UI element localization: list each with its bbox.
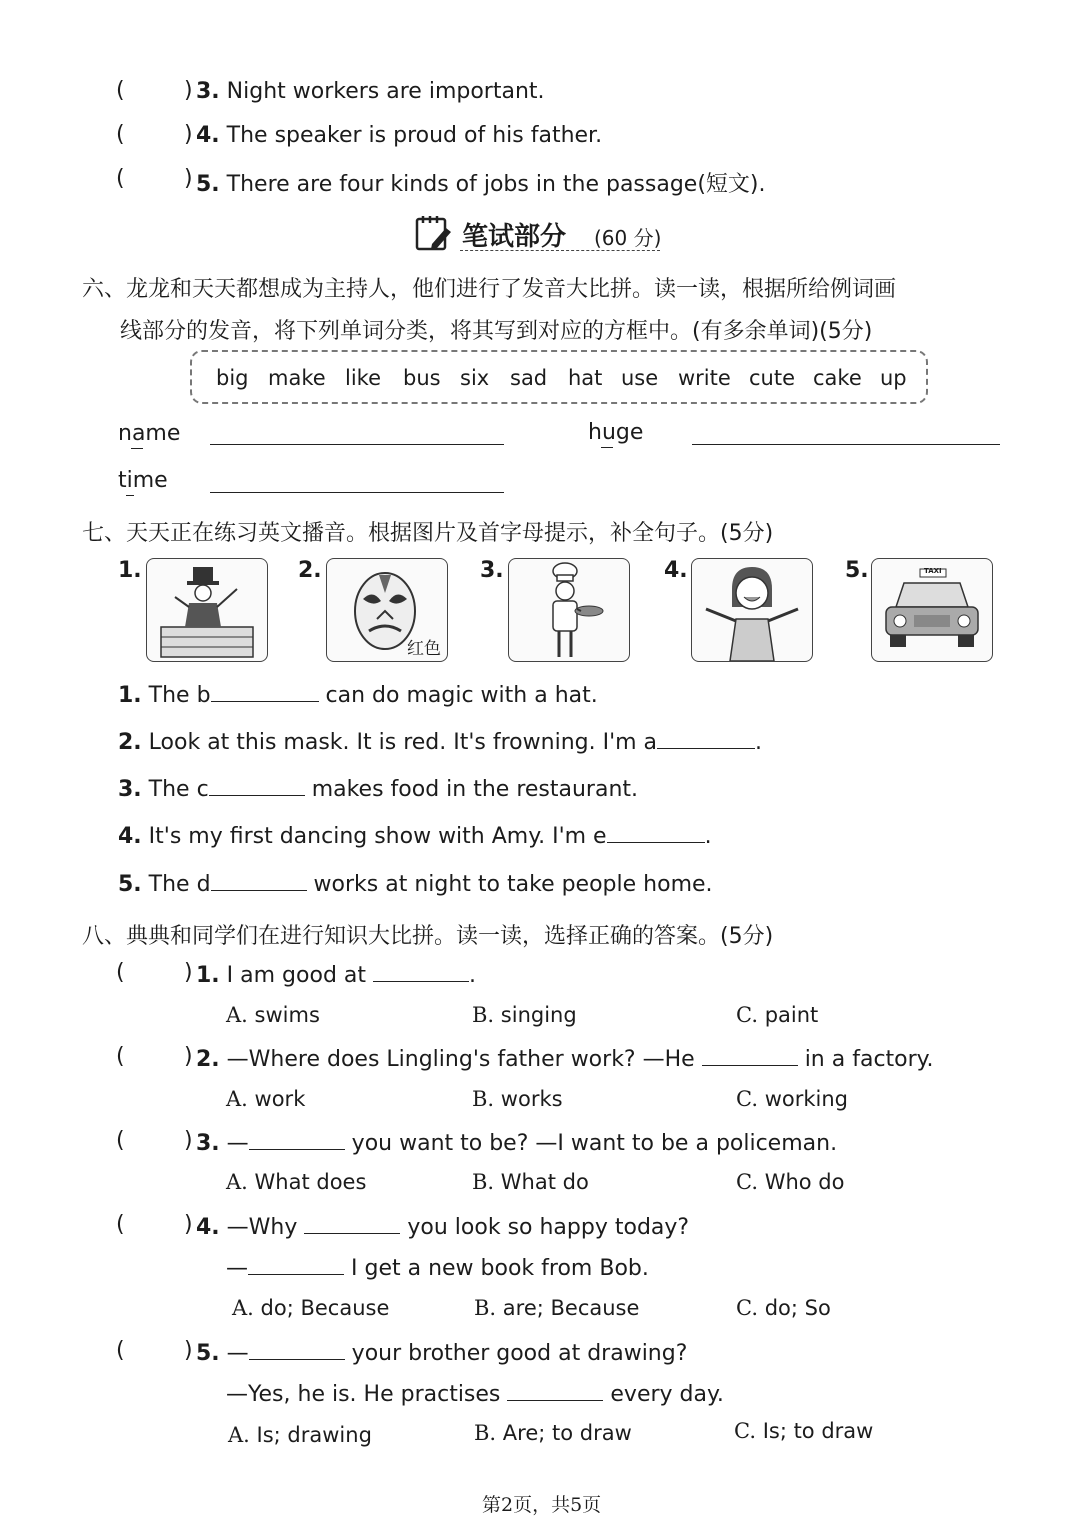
notepad-pencil-icon [414,214,454,256]
title-underline [460,250,660,251]
answer-paren-close: ) [184,1338,193,1363]
fill-blank[interactable] [211,870,307,891]
picture-number: 2. [298,558,322,583]
q7-instruction: 七、天天正在练习英文播音。根据图片及首字母提示，补全句子。(5分) [82,521,774,546]
q8-item-5-line2: —Yes, he is. He practises every day. [226,1382,724,1407]
answer-paren-open: ( [116,1128,125,1153]
option-b[interactable]: B. singing [472,1003,577,1027]
example-word-huge: huge [588,420,644,445]
answer-line-name[interactable] [210,444,504,445]
answer-paren-close: ) [184,166,193,191]
word-bank-word: sad [510,366,548,390]
answer-paren-close: ) [184,960,193,985]
fill-blank[interactable] [248,1254,344,1275]
answer-paren-open: ( [116,78,125,103]
word-bank-word: up [880,366,907,390]
option-b[interactable]: B. Are; to draw [474,1421,632,1445]
answer-paren-close: ) [184,78,193,103]
word-bank-word: hat [568,366,603,390]
option-a[interactable]: A. work [226,1087,306,1111]
fill-blank[interactable] [373,961,469,982]
taxi-sign: TAXI [924,567,942,575]
opera-mask-icon [326,558,448,662]
example-underline [601,447,613,448]
fill-blank[interactable] [507,1380,603,1401]
q8-item-1-stem: 1. I am good at . [196,963,477,988]
option-a[interactable]: A. do; Because [232,1296,390,1320]
option-c[interactable]: C. paint [736,1003,819,1027]
tf-question-5: 5. There are four kinds of jobs in the passage(短文). [196,172,766,197]
answer-paren-close: ) [184,1212,193,1237]
answer-paren-close: ) [184,1128,193,1153]
q8-item-4-line2: — I get a new book from Bob. [226,1256,649,1281]
q7-sentence-3: 3. The c makes food in the restaurant. [118,777,639,802]
fill-blank[interactable] [657,728,755,749]
q8-instruction: 八、典典和同学们在进行知识大比拼。读一读，选择正确的答案。(5分) [82,924,774,949]
word-bank-word: big [216,366,249,390]
answer-paren-close: ) [184,122,193,147]
word-bank-word: cute [749,366,796,390]
q7-sentence-5: 5. The d works at night to take people home. [118,872,713,897]
written-section-score: (60 分) [594,226,662,250]
q6-instruction-line2: 线部分的发音，将下列单词分类，将其写到对应的方框中。(有多余单词)(5分) [120,319,873,344]
written-section-title: 笔试部分 [462,222,567,252]
fill-blank[interactable] [304,1213,400,1234]
q8-item-3-stem: 3. — you want to be? —I want to be a policeman. [196,1131,838,1156]
q7-sentence-1: 1. The b can do magic with a hat. [118,683,598,708]
magician-icon [146,558,268,662]
q8-item-5-stem: 5. — your brother good at drawing? [196,1341,688,1366]
example-underline [126,495,134,496]
answer-line-time[interactable] [210,492,504,493]
word-bank-word: like [345,366,382,390]
option-a[interactable]: A. Is; drawing [228,1423,372,1447]
example-word-name: name [118,421,181,446]
picture-number: 5. [845,558,869,583]
q8-item-4-stem: 4. —Why you look so happy today? [196,1215,690,1240]
answer-paren-open: ( [116,960,125,985]
picture-number: 4. [664,558,688,583]
q7-sentence-2: 2. Look at this mask. It is red. It's frowning. I'm a . [118,730,763,755]
answer-paren-open: ( [116,1212,125,1237]
word-bank-word: bus [403,366,441,390]
option-c[interactable]: C. do; So [736,1296,831,1320]
q7-sentence-4: 4. It's my first dancing show with Amy. I'm e . [118,824,712,849]
word-bank-word: cake [813,366,862,390]
option-c[interactable]: C. working [736,1087,848,1111]
word-bank-word: use [621,366,659,390]
option-a[interactable]: A. What does [226,1170,367,1194]
word-bank-word: six [460,366,490,390]
option-c[interactable]: C. Is; to draw [734,1419,874,1443]
page-footer: 第2页，共5页 [482,1494,602,1516]
example-underline [131,448,143,449]
taxi-icon [871,558,993,662]
q6-instruction-line1: 六、龙龙和天天都想成为主持人，他们进行了发音大比拼。读一读，根据所给例词画 [82,277,897,302]
tf-question-4: 4. The speaker is proud of his father. [196,123,603,148]
fill-blank[interactable] [249,1129,345,1150]
fill-blank[interactable] [209,775,305,796]
word-bank-word: write [678,366,731,390]
q8-item-2-stem: 2. —Where does Lingling's father work? —He in a factory. [196,1047,934,1072]
answer-paren-close: ) [184,1044,193,1069]
answer-line-huge[interactable] [692,444,1000,445]
fill-blank[interactable] [249,1339,345,1360]
tf-question-3: 3. Night workers are important. [196,79,545,104]
word-bank-word: make [268,366,326,390]
picture-number: 3. [480,558,504,583]
cook-icon [508,558,630,662]
option-b[interactable]: B. are; Because [474,1296,640,1320]
answer-paren-open: ( [116,122,125,147]
happy-girl-icon [691,558,813,662]
answer-paren-open: ( [116,1338,125,1363]
fill-blank[interactable] [607,822,705,843]
fill-blank[interactable] [702,1045,798,1066]
answer-paren-open: ( [116,1044,125,1069]
picture-number: 1. [118,558,142,583]
option-b[interactable]: B. works [472,1087,563,1111]
mask-color-caption: 红色 [407,639,441,659]
answer-paren-open: ( [116,166,125,191]
fill-blank[interactable] [211,681,319,702]
option-c[interactable]: C. Who do [736,1170,845,1194]
option-a[interactable]: A. swims [226,1003,320,1027]
example-word-time: time [118,468,168,493]
option-b[interactable]: B. What do [472,1170,589,1194]
